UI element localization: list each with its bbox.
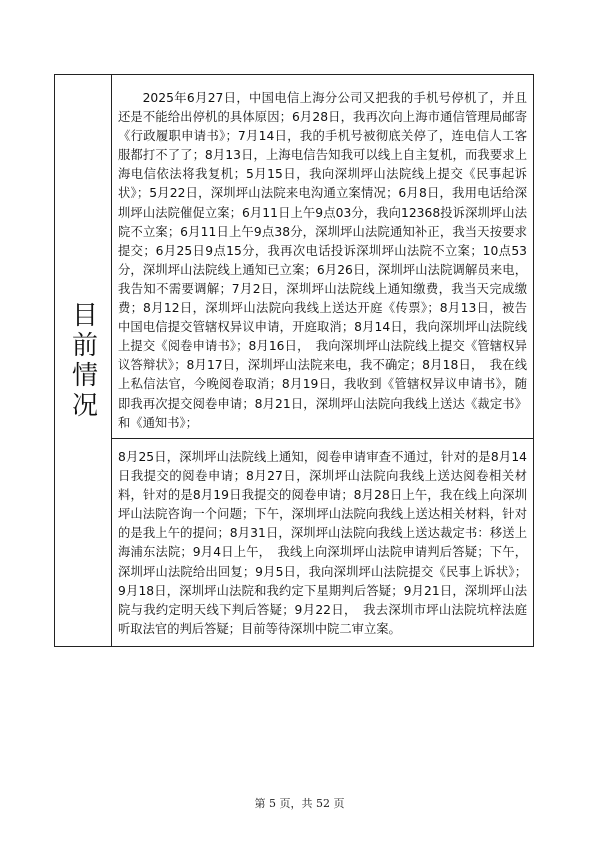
content-cell-2 — [112, 438, 533, 646]
label-column — [55, 75, 112, 646]
content-cell-1 — [112, 75, 533, 438]
paragraph-1: 2025年6月27日，中国电信上海分公司又把我的手机号停机了，并且还是不能给出停机的具体原因；6月28日，我再次向上海市通信管理局邮寄《行政履职申请书》；7月14日，我的手机号被彻底关停了，连电信人工客服都打不了了；8月13日，上海电信告知我可以线上自主复机，而我要求上海电信依法将我复机；5月15日，我向深圳坪山法院线上提交《民事起诉状》；5月22日，深圳坪山法院来电沟通立案情况；6月8日，我用电话给深圳坪山法院催促立案；6月11日上午9点03分，我向12368投诉深圳坪山法院不立案；6月11日上午9点38分，深圳坪山法院通知补正，我当天按要求提交；6月25日9点15分，我再次电话投诉深圳坪山法院不立案；10点53分，深圳坪山法院线上通知已立案；6月26日，深圳坪山法院调解员来电，我告知不需要调解；7月2日，深圳坪山法院线上通知缴费，我当天完成缴费；8月12日，深圳坪山法院向我线上送达开庭《传票》；8月13日，被告中国电信提交管辖权异议申请，开庭取消；8月14日，我向深圳坪山法院线上提交《阅卷申请书》；8月16日， 我向深圳坪山法院线上提交《管辖权异议答辩状》；8月17日，深圳坪山法院来电，我不确定；8月18日， 我在线上私信法官，今晚阅卷取消；8月19日，我收到《管辖权异议申请书》，随即我再次提交阅卷申请；8月21日，深圳坪山法院向我线上送达《裁定书》和《通知书》； — [118, 91, 527, 430]
paragraph-2: 8月25日，深圳坪山法院线上通知，阅卷申请审查不通过，针对的是8月14日我提交的阅卷申请；8月27日，深圳坪山法院向我线上送达阅卷相关材料，针对的是8月19日我提交的阅卷申请；8月28日上午，我在线上向深圳坪山法院咨询一个问题；下午，深圳坪山法院向我线上送达相关材料，针对的是我上午的提问；8月31日，深圳坪山法院向我线上送达裁定书：移送上海浦东法院；9月4日上午， 我线上向深圳坪山法院申请判后答疑；下午，深圳坪山法院给出回复；9月5日，我向深圳坪山法院提交《民事上诉状》；9月18日，深圳坪山法院和我约定下星期判后答疑；9月21日，深圳坪山法院与我约定明天线下判后答疑；9月22日， 我去深圳市坪山法院坑梓法庭听取法官的判后答疑；目前等待深圳中院二审立案。 — [118, 450, 527, 636]
page-number: 第 5 页，共 52 页 — [254, 797, 345, 810]
status-table — [54, 74, 534, 647]
row-label: 目前情况 — [67, 300, 98, 421]
